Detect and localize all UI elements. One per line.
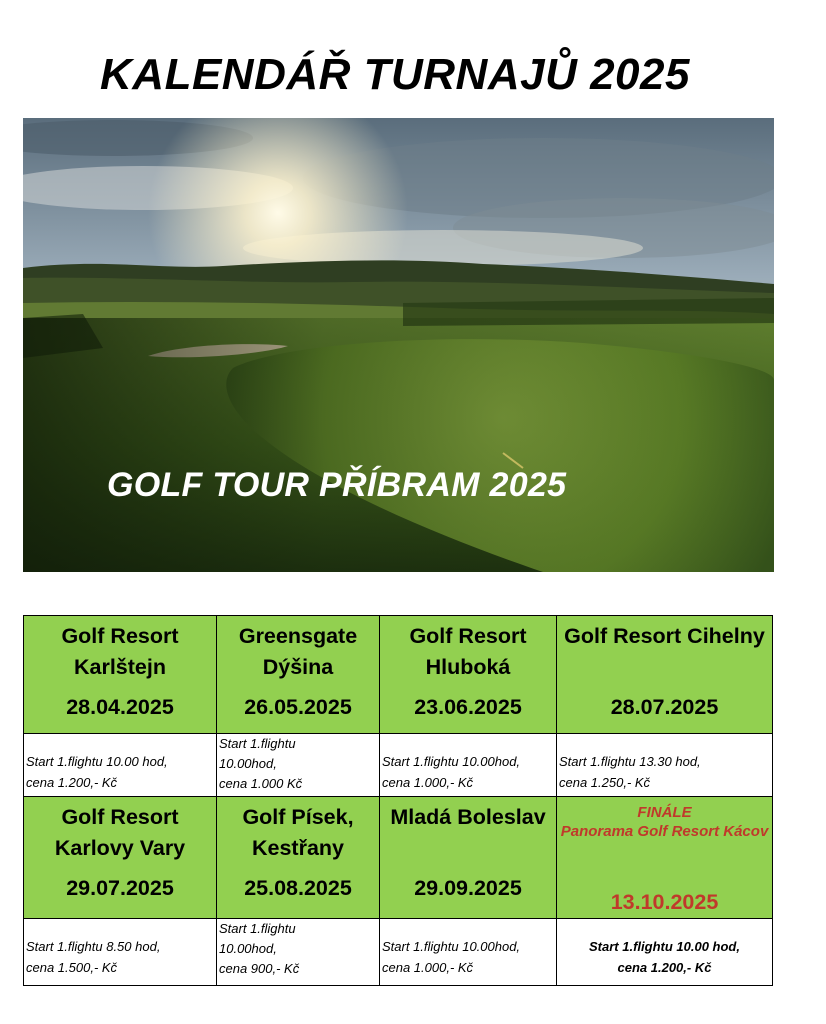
tournament-info: Start 1.flightu 13.30 hod, cena 1.250,- Kč <box>559 754 701 790</box>
info-row-1 <box>24 734 773 797</box>
tournament-cell <box>380 616 557 734</box>
tournament-info: Start 1.flightu 10.00 hod, cena 1.200,- Kč <box>26 754 168 790</box>
venue-row-1 <box>24 616 773 734</box>
tournament-calendar-table <box>23 615 773 986</box>
hero-image <box>23 118 774 572</box>
finale-cell <box>557 797 773 919</box>
tournament-info-cell <box>24 919 217 986</box>
page-title: KALENDÁŘ TURNAJŮ 2025 <box>100 50 690 99</box>
tournament-date: 29.07.2025 <box>66 876 174 900</box>
finale-label: FINÁLE <box>637 804 692 821</box>
tournament-date: 29.09.2025 <box>414 876 522 900</box>
venue-name: Golf Resort Karlovy Vary <box>54 805 186 860</box>
venue-name: Greensgate Dýšina <box>238 624 358 679</box>
tournament-date: 23.06.2025 <box>414 695 522 719</box>
info-row-2 <box>24 919 773 986</box>
tournament-date: 28.04.2025 <box>66 695 174 719</box>
venue-name: Golf Resort Karlštejn <box>61 624 179 679</box>
tournament-cell <box>380 797 557 919</box>
tournament-info-cell <box>380 734 557 797</box>
tournament-info-cell <box>217 734 380 797</box>
tournament-date: 25.08.2025 <box>244 876 352 900</box>
venue-name: Golf Resort Cihelny <box>564 624 765 648</box>
venue-name: Mladá Boleslav <box>390 805 546 829</box>
tournament-date: 26.05.2025 <box>244 695 352 719</box>
venue-name: Golf Resort Hluboká <box>409 624 527 679</box>
tournament-cell <box>557 616 773 734</box>
tournament-cell <box>24 797 217 919</box>
tournament-info-cell <box>24 734 217 797</box>
tournament-cell <box>24 616 217 734</box>
tournament-info: Start 1.flightu 10.00hod, cena 1.000,- Kč <box>382 754 521 790</box>
tournament-info-cell <box>557 734 773 797</box>
finale-date: 13.10.2025 <box>610 890 719 914</box>
tournament-cell <box>217 616 380 734</box>
tournament-info: Start 1.flightu 10.00hod, cena 900,- Kč <box>219 921 300 976</box>
venue-row-2 <box>24 797 773 919</box>
tournament-info-cell <box>380 919 557 986</box>
hero-caption: GOLF TOUR PŘÍBRAM 2025 <box>107 466 567 504</box>
tournament-cell <box>217 797 380 919</box>
venue-name: Golf Písek, Kestřany <box>242 805 354 860</box>
tournament-info: Start 1.flightu 8.50 hod, cena 1.500,- Kč <box>26 939 161 975</box>
tournament-info: Start 1.flightu 10.00hod, cena 1.000,- Kč <box>382 939 521 975</box>
finale-info: Start 1.flightu 10.00 hod, cena 1.200,- Kč <box>589 939 740 975</box>
finale-info-cell <box>557 919 773 986</box>
finale-venue-name: Panorama Golf Resort Kácov <box>560 823 769 840</box>
tournament-info-cell <box>217 919 380 986</box>
tournament-date: 28.07.2025 <box>610 695 719 719</box>
tournament-info: Start 1.flightu 10.00hod, cena 1.000 Kč <box>219 736 303 791</box>
